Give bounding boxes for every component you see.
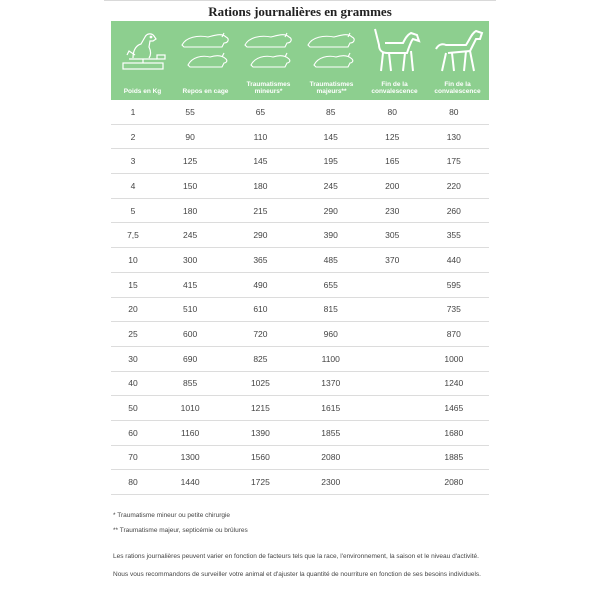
table-cell: 1160 xyxy=(155,420,225,445)
table-cell xyxy=(366,346,419,371)
table-cell: 290 xyxy=(296,198,366,223)
disclaimer-paragraph: Les rations journalières peuvent varier en fonction de facteurs tels que la race, l'environnement, la saison et le niveau d'activité. Nous vous recommandons de surveiller votre animal et d'ajuster la quantité de nourriture en fonction de ses besoins individuels. xyxy=(113,553,481,578)
header-col-minor-trauma xyxy=(237,21,300,100)
table-cell: 165 xyxy=(366,149,419,174)
table-row xyxy=(111,420,489,445)
large-standing-dog-icon xyxy=(430,25,486,75)
table-row xyxy=(111,124,489,149)
table-title: Rations journalières en grammes xyxy=(208,4,392,19)
table-cell: 4 xyxy=(111,174,155,199)
table-cell: 1855 xyxy=(296,420,366,445)
table-row xyxy=(111,198,489,223)
header-label-end-convalescence-1: Fin de la convalescence xyxy=(371,81,418,95)
table-cell: 245 xyxy=(296,174,366,199)
header-col-end-convalescence-2 xyxy=(426,21,489,100)
table-cell: 125 xyxy=(155,149,225,174)
table-cell: 1615 xyxy=(296,396,366,421)
header-label-weight: Poids en Kg xyxy=(123,88,162,95)
table-cell: 2080 xyxy=(419,470,489,495)
table-cell: 200 xyxy=(366,174,419,199)
table-cell: 70 xyxy=(111,445,155,470)
lying-dogs-icon xyxy=(241,25,297,73)
footnote-major: ** Traumatisme majeur, septicémie ou brûlures xyxy=(113,527,248,534)
table-row xyxy=(111,272,489,297)
table-cell: 180 xyxy=(155,198,225,223)
table-cell: 60 xyxy=(111,420,155,445)
table-cell: 655 xyxy=(296,272,366,297)
table-cell: 1680 xyxy=(419,420,489,445)
table-cell: 65 xyxy=(225,100,295,124)
footnote-minor: * Traumatisme mineur ou petite chirurgie xyxy=(113,512,231,519)
table-row xyxy=(111,100,489,124)
header-col-end-convalescence-1 xyxy=(363,21,426,100)
table-cell: 1390 xyxy=(225,420,295,445)
table-cell: 1215 xyxy=(225,396,295,421)
table-cell: 175 xyxy=(419,149,489,174)
table-cell: 1100 xyxy=(296,346,366,371)
table-cell: 110 xyxy=(225,124,295,149)
table-cell: 90 xyxy=(155,124,225,149)
table-row xyxy=(111,149,489,174)
table-cell: 25 xyxy=(111,322,155,347)
header-col-cage-rest xyxy=(174,21,237,100)
table-cell: 1 xyxy=(111,100,155,124)
header-label-major-trauma: Traumatismes majeurs** xyxy=(309,81,354,95)
table-cell: 180 xyxy=(225,174,295,199)
table-cell: 485 xyxy=(296,248,366,273)
header-col-major-trauma xyxy=(300,21,363,100)
table-cell: 20 xyxy=(111,297,155,322)
table-cell: 415 xyxy=(155,272,225,297)
table-cell: 15 xyxy=(111,272,155,297)
table-cell xyxy=(366,420,419,445)
top-divider xyxy=(104,0,496,1)
table-cell: 80 xyxy=(366,100,419,124)
table-cell: 130 xyxy=(419,124,489,149)
dog-on-scale-icon xyxy=(117,25,169,73)
table-row xyxy=(111,174,489,199)
table-cell: 50 xyxy=(111,396,155,421)
header-label-cage-rest: Repos en cage xyxy=(182,88,229,95)
table-cell: 55 xyxy=(155,100,225,124)
small-standing-dog-icon xyxy=(367,25,423,75)
table-row xyxy=(111,248,489,273)
table-cell: 2300 xyxy=(296,470,366,495)
table-cell: 85 xyxy=(296,100,366,124)
table-cell: 80 xyxy=(419,100,489,124)
table-cell: 365 xyxy=(225,248,295,273)
table-cell: 1300 xyxy=(155,445,225,470)
table-cell: 440 xyxy=(419,248,489,273)
table-cell xyxy=(366,445,419,470)
table-cell: 220 xyxy=(419,174,489,199)
header-col-weight xyxy=(111,21,174,100)
table-cell: 305 xyxy=(366,223,419,248)
table-cell: 825 xyxy=(225,346,295,371)
table-cell: 40 xyxy=(111,371,155,396)
table-cell: 195 xyxy=(296,149,366,174)
table-cell: 2080 xyxy=(296,445,366,470)
header-label-minor-trauma: Traumatismes mineurs* xyxy=(246,81,291,95)
header-label-end-convalescence-2: Fin de la convalescence xyxy=(434,81,481,95)
table-row xyxy=(111,445,489,470)
table-cell: 870 xyxy=(419,322,489,347)
table-cell: 720 xyxy=(225,322,295,347)
table-cell xyxy=(366,371,419,396)
table-cell: 10 xyxy=(111,248,155,273)
rations-table xyxy=(111,100,489,495)
table-cell: 125 xyxy=(366,124,419,149)
table-cell: 145 xyxy=(296,124,366,149)
table-cell xyxy=(366,297,419,322)
table-row xyxy=(111,396,489,421)
table-cell: 150 xyxy=(155,174,225,199)
lying-dogs-icon xyxy=(178,25,234,73)
table-cell: 290 xyxy=(225,223,295,248)
table-cell: 595 xyxy=(419,272,489,297)
table-cell: 390 xyxy=(296,223,366,248)
table-cell: 1370 xyxy=(296,371,366,396)
table-row xyxy=(111,346,489,371)
table-cell: 735 xyxy=(419,297,489,322)
table-row xyxy=(111,297,489,322)
table-cell: 855 xyxy=(155,371,225,396)
table-cell: 80 xyxy=(111,470,155,495)
table-cell: 7,5 xyxy=(111,223,155,248)
table-cell xyxy=(366,272,419,297)
lying-dogs-icon xyxy=(304,25,360,73)
table-cell: 1885 xyxy=(419,445,489,470)
table-cell: 1240 xyxy=(419,371,489,396)
table-cell: 815 xyxy=(296,297,366,322)
table-cell: 1440 xyxy=(155,470,225,495)
table-cell: 245 xyxy=(155,223,225,248)
table-cell: 30 xyxy=(111,346,155,371)
table-row xyxy=(111,371,489,396)
table-cell: 355 xyxy=(419,223,489,248)
footnotes xyxy=(113,512,493,592)
table-cell: 690 xyxy=(155,346,225,371)
table-row xyxy=(111,223,489,248)
table-row xyxy=(111,470,489,495)
table-cell: 1725 xyxy=(225,470,295,495)
table-cell: 370 xyxy=(366,248,419,273)
table-cell: 300 xyxy=(155,248,225,273)
table-cell: 510 xyxy=(155,297,225,322)
table-cell xyxy=(366,322,419,347)
table-cell: 1010 xyxy=(155,396,225,421)
table-cell: 1465 xyxy=(419,396,489,421)
table-cell: 2 xyxy=(111,124,155,149)
table-cell: 260 xyxy=(419,198,489,223)
table-cell: 215 xyxy=(225,198,295,223)
table-cell: 1000 xyxy=(419,346,489,371)
table-cell xyxy=(366,396,419,421)
table-cell: 145 xyxy=(225,149,295,174)
table-cell: 1025 xyxy=(225,371,295,396)
table-cell: 3 xyxy=(111,149,155,174)
table-header xyxy=(111,21,489,100)
table-cell: 5 xyxy=(111,198,155,223)
table-row xyxy=(111,322,489,347)
table-cell: 610 xyxy=(225,297,295,322)
table-cell xyxy=(366,470,419,495)
table-cell: 490 xyxy=(225,272,295,297)
table-cell: 1560 xyxy=(225,445,295,470)
table-cell: 230 xyxy=(366,198,419,223)
table-cell: 600 xyxy=(155,322,225,347)
table-cell: 960 xyxy=(296,322,366,347)
